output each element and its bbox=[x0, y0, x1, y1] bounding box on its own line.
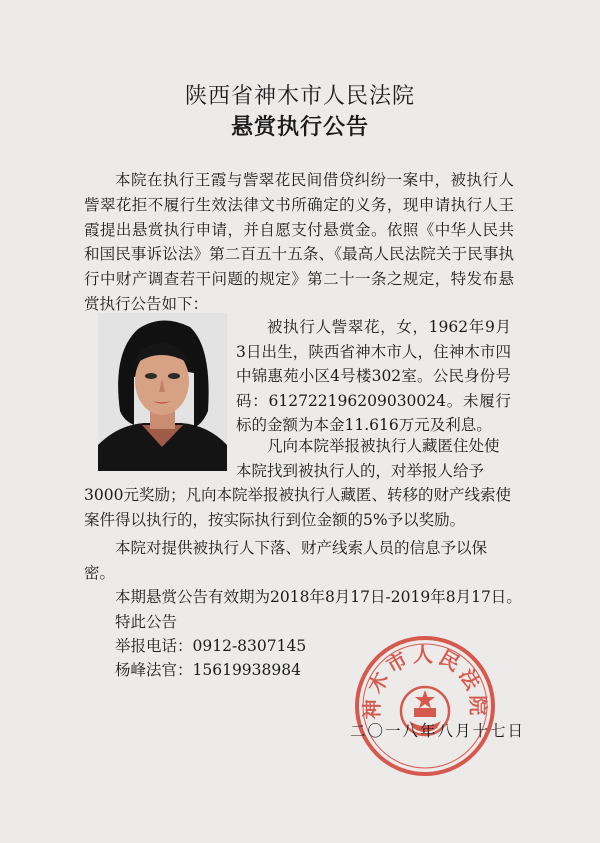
notice-closing: 特此公告 bbox=[115, 613, 178, 631]
notice-title: 悬赏执行公告 bbox=[230, 114, 369, 140]
portrait-image bbox=[98, 313, 227, 471]
confidentiality-paragraph: 本院对提供被执行人下落、财产线索人员的信息予以保密。 bbox=[84, 539, 488, 582]
hotline: 举报电话：0912-8307145 bbox=[115, 637, 307, 655]
person-photo bbox=[98, 313, 227, 471]
judge-contact: 杨峰法官：15619938984 bbox=[115, 661, 301, 679]
court-seal bbox=[352, 633, 498, 779]
intro-paragraph: 本院在执行王霞与訾翠花民间借贷纠纷一案中，被执行人訾翠花拒不履行生效法律文书所确定的义务，现申请执行人王霞提出悬赏执行申请，并自愿支付悬赏金。依照《中华人民共和国民事诉讼法》第二百五十五条、《最高人民法院关于民事执行中财产调查若干问题的规定》第二十一条之规定，特发布悬赏执行公告如下： bbox=[84, 171, 514, 313]
reward-paragraph-end: 3000元奖励；凡向本院举报被执行人藏匿、转移的财产线索使案件得以执行的，按实际执行到位金额的5%予以奖励。 bbox=[84, 486, 511, 529]
notice-date: 二〇一八年八月十七日 bbox=[350, 722, 526, 740]
reward-paragraph-start: 凡向本院举报被执行人藏匿住处使本院找到被执行人的，对举报人给予 bbox=[236, 437, 500, 480]
validity-period: 本期悬赏公告有效期为2018年8月17日-2019年8月17日。 bbox=[115, 588, 522, 606]
debtor-description: 被执行人訾翠花，女，1962年9月3日出生，陕西省神木市人，住神木市四中锦惠苑小区4号楼302室。公民身份号码：612722196209030024。未履行标的金额为本金11.616万元及利息。 bbox=[236, 318, 511, 434]
seal-text: 神木市人民法院 bbox=[359, 642, 491, 720]
court-name: 陕西省神木市人民法院 bbox=[184, 84, 415, 109]
